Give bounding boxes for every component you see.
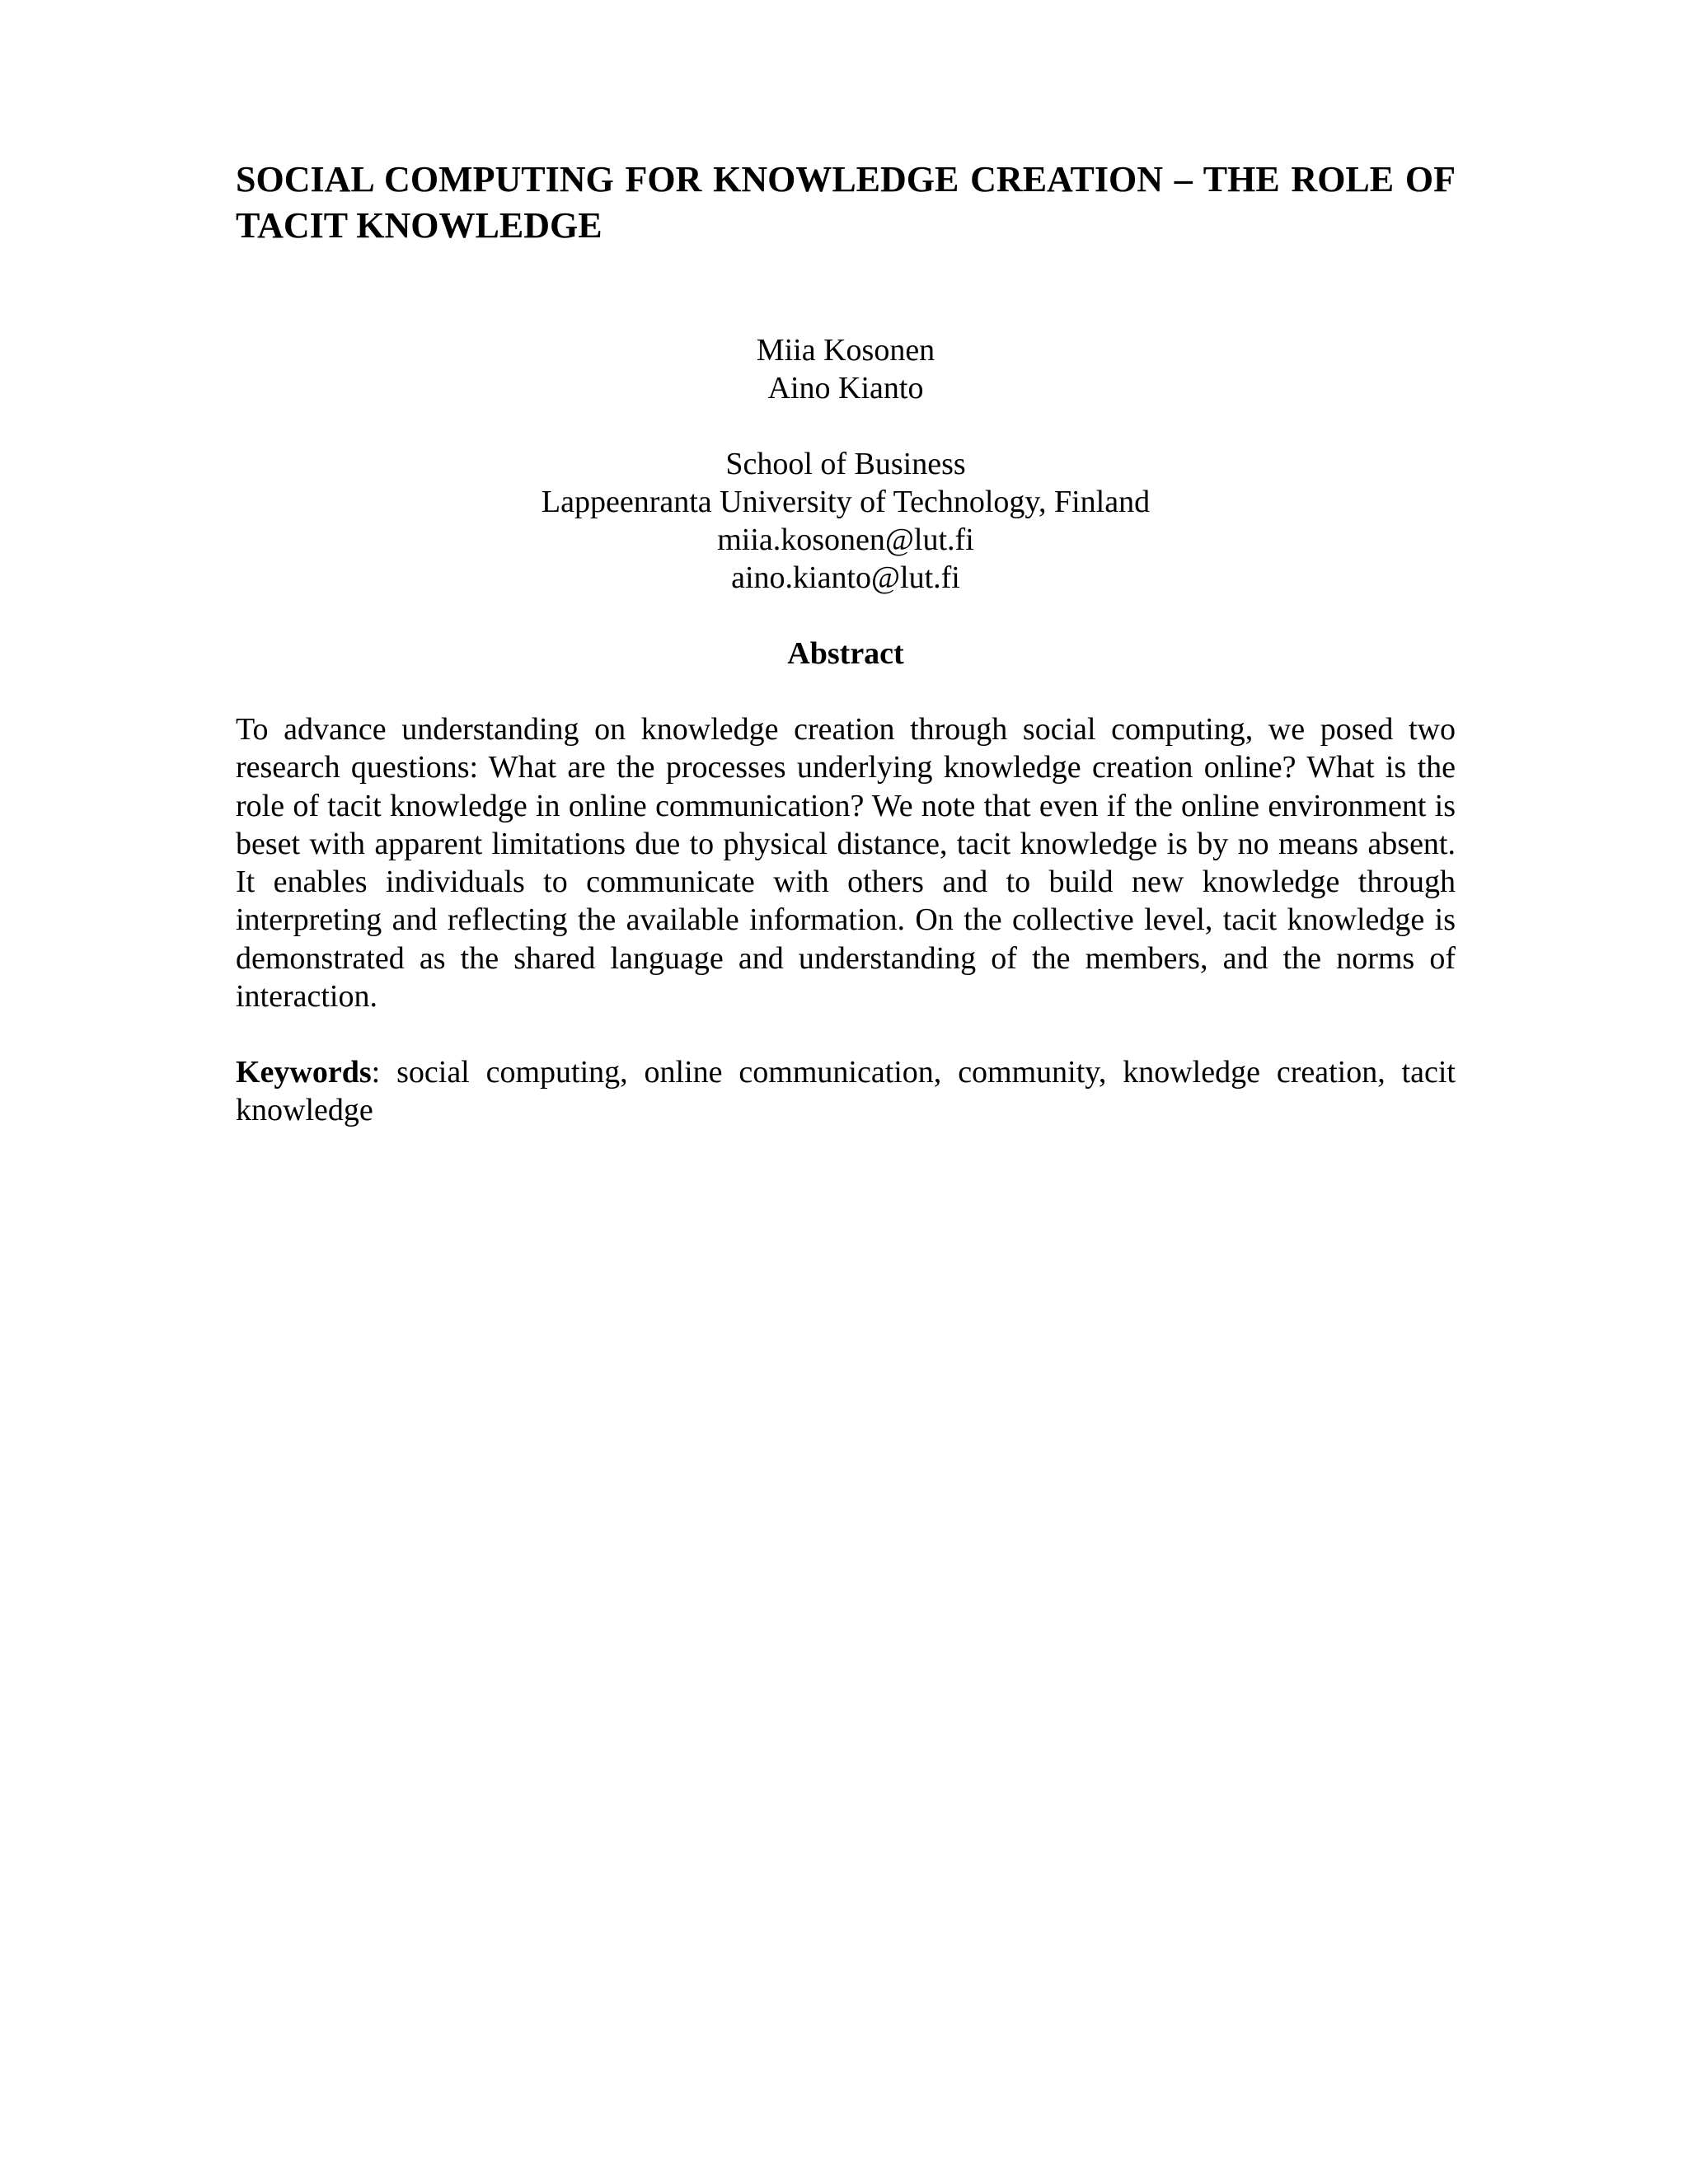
author-list: [236, 331, 1456, 407]
author-name: Aino Kianto: [767, 371, 924, 405]
keywords-paragraph: [236, 1053, 1456, 1129]
university-name: Lappeenranta University of Technology, Finland: [541, 485, 1151, 519]
abstract-text: To advance understanding on knowledge creation through social computing, we posed two research questions: What are the processes underlying knowledge creation online? What is the role of tacit knowledge in online communication? We note that even if the online environment is beset with apparent limitations due to physical distance, tacit knowledge is by no means absent. It enables individuals to communicate with others and to build new knowledge through interpreting and reflecting the available information. On the collective level, tacit knowledge is demonstrated as the shared language and understanding of the members, and the norms of interaction.: [236, 712, 1456, 1015]
affiliation-block: [236, 445, 1456, 597]
paper-page: [236, 157, 1456, 1129]
keywords-text: : social computing, online communication, community, knowledge creation, tacit knowledge: [236, 1055, 1456, 1128]
author-name: Miia Kosonen: [756, 333, 935, 368]
author-email: aino.kianto@lut.fi: [731, 560, 960, 595]
author-email: miia.kosonen@lut.fi: [717, 523, 974, 557]
paper-title: SOCIAL COMPUTING FOR KNOWLEDGE CREATION – THE ROLE OF TACIT KNOWLEDGE: [236, 159, 1456, 246]
keywords-label: Keywords: [236, 1055, 372, 1090]
abstract-heading: Abstract: [787, 636, 904, 671]
school-name: School of Business: [725, 447, 966, 481]
